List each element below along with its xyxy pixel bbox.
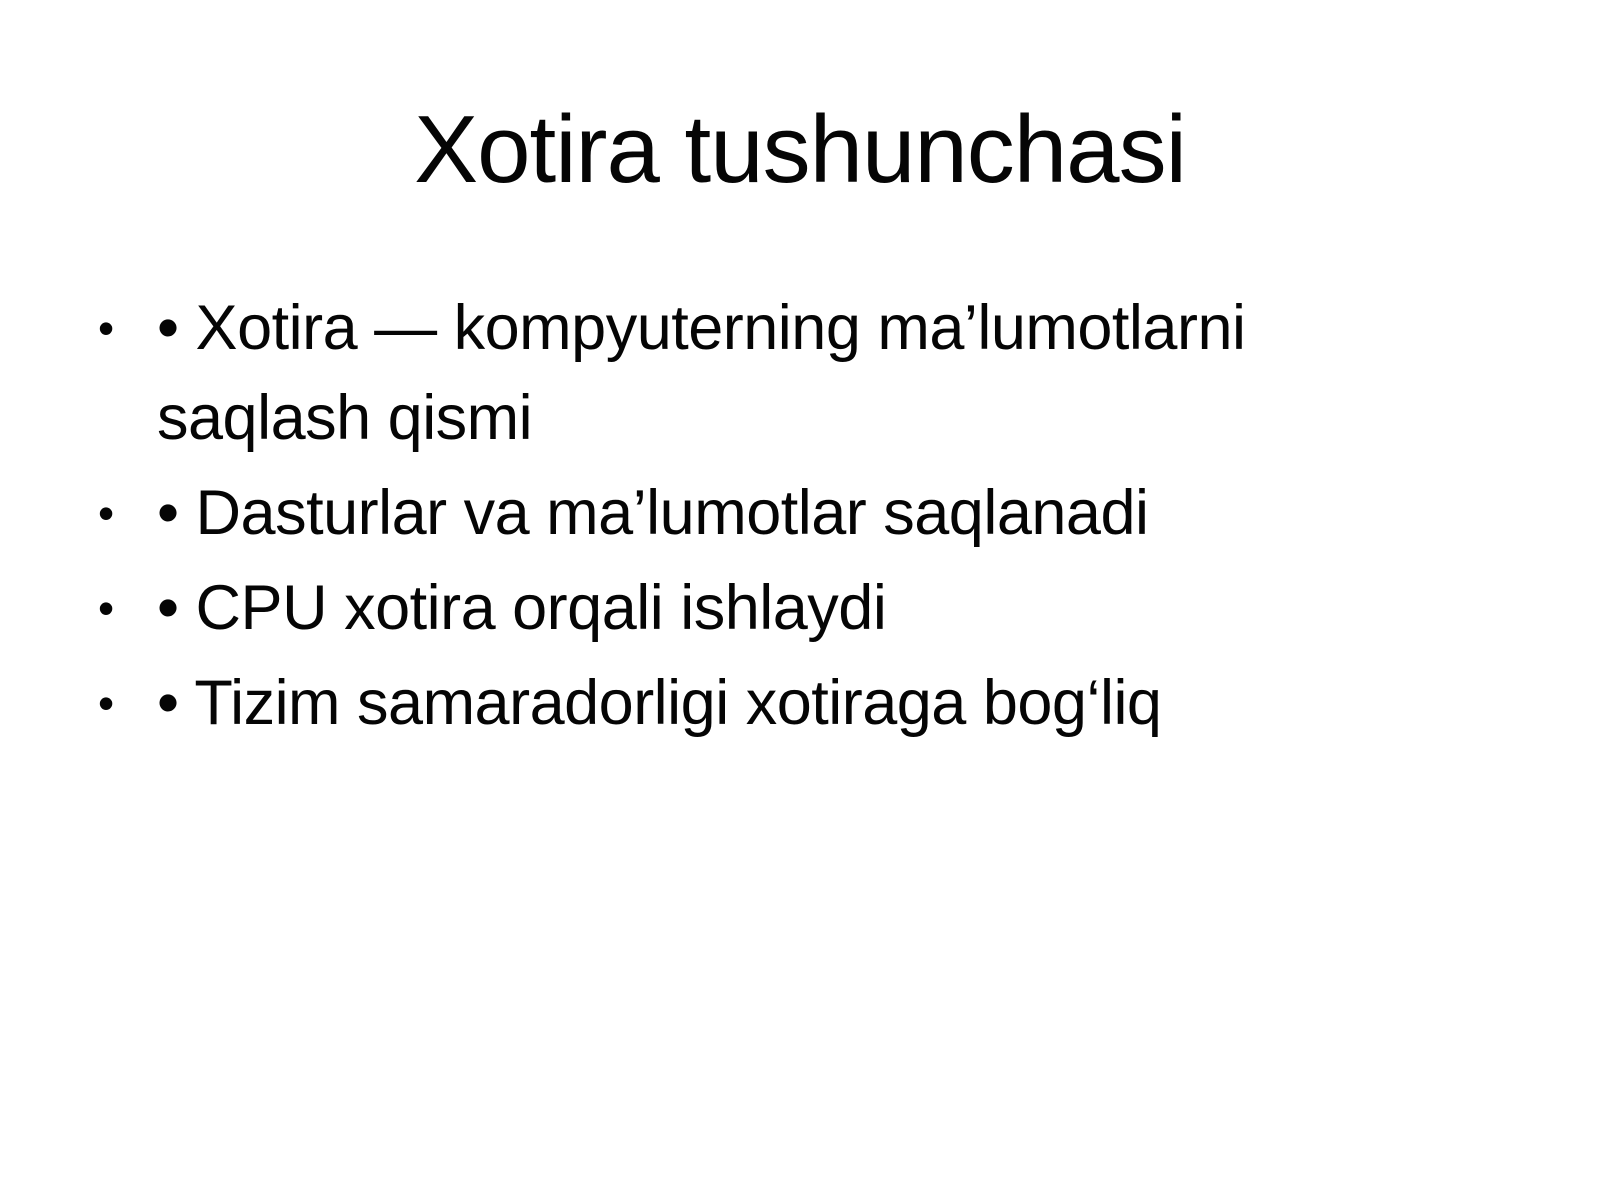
bullet-text-3: • CPU xotira orqali ishlaydi xyxy=(157,573,887,643)
bullet-dot-icon: • xyxy=(98,487,115,539)
bullet-item-4 xyxy=(96,658,1426,748)
bullet-item-2 xyxy=(96,468,1426,558)
bullet-text-2: • Dasturlar va ma’lumotlar saqlanadi xyxy=(157,478,1149,548)
bullet-item-1 xyxy=(96,283,1426,463)
bullet-item-3 xyxy=(96,563,1426,653)
bullet-dot-icon: • xyxy=(98,677,115,729)
bullet-list xyxy=(96,283,1426,753)
bullet-dot-icon: • xyxy=(98,582,115,634)
bullet-text-4: • Tizim samaradorligi xotiraga bog‘liq xyxy=(157,668,1162,738)
bullet-dot-icon: • xyxy=(98,302,115,354)
slide-title: Xotira tushunchasi xyxy=(414,96,1186,203)
bullet-text-1: • Xotira — kompyuterning ma’lumotlarni saqlash qismi xyxy=(157,293,1246,453)
